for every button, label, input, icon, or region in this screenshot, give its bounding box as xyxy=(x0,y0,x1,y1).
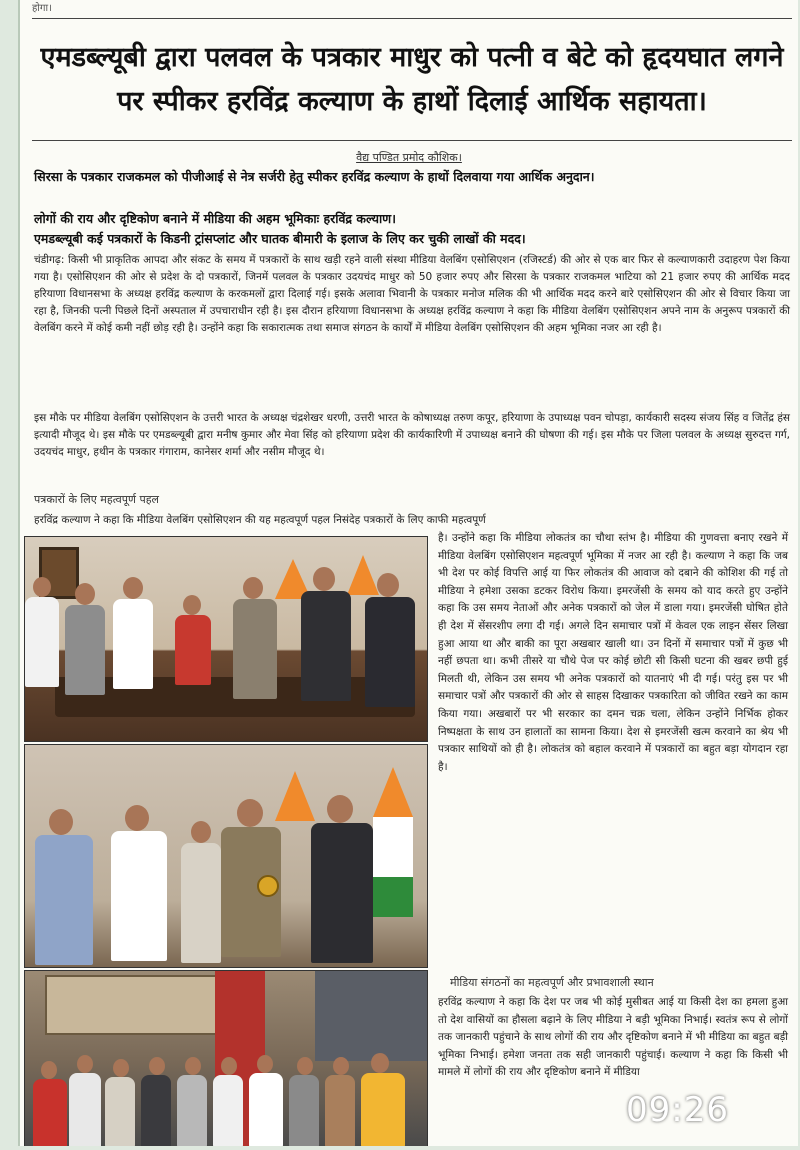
flag-icon xyxy=(347,555,379,595)
subheading-1: सिरसा के पत्रकार राजकमल को पीजीआई से नेत्र सर्जरी हेतु स्पीकर हरविंद्र कल्याण के हाथों दिलवाया गया आर्थिक अनुदान। xyxy=(34,169,595,184)
byline: वैद्य पण्डित प्रमोद कौशिक। xyxy=(356,151,462,164)
section-heading-1: पत्रकारों के लिए महत्वपूर्ण पहल xyxy=(34,493,159,506)
divider xyxy=(32,18,792,19)
flag-green-band xyxy=(373,877,413,917)
paragraph-2: इस मौके पर मीडिया वेलबिंग एसोसिएशन के उत्तरी भारत के अध्यक्ष चंद्रशेखर धरणी, उत्तरी भारत के कोषाध्यक्ष तरुण कपूर, हरियाणा के उपाध्यक्ष पवन चोपड़ा, कार्यकारी सदस्य संजय सिंह व जितेंद्र हंस इत्यादी मौजूद थे। इस मौके पर एमडब्ल्यूबी द्वारा मनीष कुमार और मेवा सिंह को हरियाणा प्रदेश की कार्यकारिणी में उपाध्यक्ष बनाने की घोषणा की गई। इस मौके पर जिला पलवल के अध्यक्ष सुरुदत्त गर्ग, उदयचंद माधुर, हथीन के पत्रकार गंगाराम, कानेसर शर्मा और नसीम मौजूद थे। xyxy=(34,412,790,458)
subheading-3: एमडब्ल्यूबी कई पत्रकारों के किडनी ट्रांसप्लांट और घातक बीमारी के इलाज के लिए कर चुकी लाखों की मदद। xyxy=(34,231,526,246)
flag-icon xyxy=(373,767,413,817)
flag-icon xyxy=(275,771,315,821)
section-2-column: हरविंद्र कल्याण ने कहा कि देश पर जब भी कोई मुसीबत आई या किसी देश का हमला हुआ तो देश वासियों का हौसला बढ़ाने के लिए मीडिया ने बड़ी भूमिका निभाई। स्वतंत्र रूप से लोगों तक जानकारी पहुंचाने के साथ लोगों की राय और दृष्टिकोण बनाने में भी मीडिया का बहुत बड़ी भूमिका निभाई। हमेशा जनता तक सही जानकारी पहुंचाई। कल्याण ने कहा कि किसी भी मामले में लोगों की राय और दृष्टिकोण बनाने में मीडिया xyxy=(438,996,788,1079)
paragraph-1: चंडीगढ़: किसी भी प्राकृतिक आपदा और संकट के समय में पत्रकारों के साथ खड़ी रहने वाली संस्था मीडिया वेलबिंग एसोसिएशन (रजिस्टर्ड) की ओर से एक बार फिर से कल्याणकारी उदाहरण पेश किया गया है। एसोसिएशन की ओर से प्रदेश के दो पत्रकारों, जिनमें पलवल के पत्रकार उदयचंद माधुर को 50 हजार रुपए और सिरसा के पत्रकार राजकमल भाटिया को 21 हजार रुपए की आर्थिक मदद हरियाणा विधानसभा के अध्यक्ष हरविंद्र कल्याण के करकमलों द्वारा दिलाई गई। इसके अलावा भिवानी के पत्रकार मनोज मलिक की भी आर्थिक मदद करने बारे एसोसिएशन की ओर से विचार किया जा रहा है, जिनकी पत्नी पिछले दिनों अस्पताल में उपचाराधीन रही है। इस दौरान हरियाणा विधानसभा के अध्यक्ष हरविंद्र कल्याण ने कहा कि मीडिया वेलबिंग एसोसिएशन अपने नाम के अनुरूप पत्रकारों की वेलबिंग करने में कोई कमी नहीं छोड़ रही है। उन्होंने कहा कि सकारात्मक तथा समाज संगठन के कार्यों में मीडिया वेलबिंग एसोसिएशन की अहम भूमिका नजर आ रही है। xyxy=(34,254,790,334)
staircase xyxy=(315,971,427,1061)
newspaper-clipping xyxy=(18,0,798,1146)
memento-icon xyxy=(257,875,279,897)
photo-group-picture xyxy=(24,970,428,1146)
photo-memento-presentation xyxy=(24,744,428,968)
wall-relief xyxy=(45,975,219,1035)
divider xyxy=(32,140,792,141)
top-fragment: होगा। xyxy=(32,3,52,14)
subheading-2: लोगों की राय और दृष्टिकोण बनाने में मीडिया की अहम भूमिकाः हरविंद्र कल्याण। xyxy=(34,211,396,226)
section-heading-2: मीडिया संगठनों का महत्वपूर्ण और प्रभावशाली स्थान xyxy=(450,976,654,989)
photo-meeting-table xyxy=(24,536,428,742)
section-1-column: है। उन्होंने कहा कि मीडिया लोकतंत्र का चौथा स्तंभ है। मीडिया की गुणवत्ता बनाए रखने में मीडिया वेलबिंग एसोसिएशन महत्वपूर्ण भूमिका में नजर आ रही है। कल्याण ने कहा कि जब भी देश पर कोई विपत्ति आई या फिर लोकतंत्र की आवाज को दबाने की कोशिश की गई तो मीडिया ने हमेशा उसका डटकर विरोध किया। इमरजेंसी के समय को याद करते हुए उन्होंने कहा कि उस समय नेताओं और अनेक पत्रकारों को जेल में डाला गया। इमरजेंसी घोषित होते ही देश में सेंसरशीप लगा दी गई। अगले दिन समाचार पत्रों में केवल एक लाइन सेंसर लिखा हुआ आया था और बाकी का पूरा अखबार खाली था। उन दिनों में समाचार पत्रों में कुछ भी नहीं छपता था। कभी तीसरे या चौथे पेज पर कोई छोटी सी किसी घटना की खबर छपी हुई मिलती थी, लेकिन उस समय भी अनेक पत्रकारों को यातनाएं भी दी गई। परंतु इस पर भी समाचार पत्रों और पत्रकारों की ओर से साहस दिखाकर पत्रकारिता को जीवित रखने का काम किया गया। अखबारों पर भी सरकार का दमन चक्र चला, लेकिन उन्होंने निर्भिक होकर निष्पक्षता के साथ उन हालातों का सामना किया। देश से इमरजेंसी खत्म करवाने का श्रेय भी पत्रकार साथियों को ही है। लोकतंत्र को बहाल करवाने में पत्रकारों का बहुत बड़ा योगदान रहा है। xyxy=(438,532,788,773)
section-1-lead: हरविंद्र कल्याण ने कहा कि मीडिया वेलबिंग एसोसिएशन की यह महत्वपूर्ण पहल निसंदेह पत्रकारों के लिए काफी महत्वपूर्ण xyxy=(34,514,486,526)
clock-overlay: 09:26 xyxy=(626,1090,729,1130)
headline: एमडब्ल्यूबी द्वारा पलवल के पत्रकार माधुर को पत्नी व बेटे को हृदयघात लगने पर स्पीकर हरविंद्र कल्याण के हाथों दिलाई आर्थिक सहायता। xyxy=(40,42,784,117)
flag-white-band xyxy=(373,817,413,877)
